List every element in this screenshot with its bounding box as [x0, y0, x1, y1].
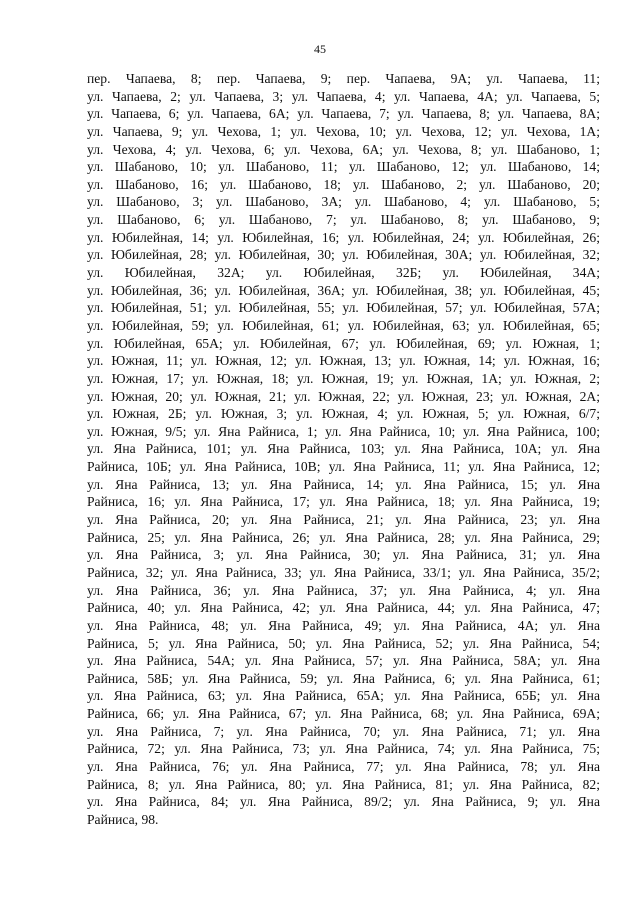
text-line: ул. Южная, 17; ул. Южная, 18; ул. Южная, 19; ул. Южная, 1А; ул. Южная, 2; [87, 370, 600, 386]
text-line: ул. Южная, 11; ул. Южная, 12; ул. Южная, 13; ул. Южная, 14; ул. Южная, 16; [87, 353, 600, 369]
text-line: ул. Шабаново, 6; ул. Шабаново, 7; ул. Шабаново, 8; ул. Шабаново, 9; [87, 212, 600, 228]
text-line: ул. Яна Райниса, 20; ул. Яна Райниса, 21; ул. Яна Райниса, 23; ул. Яна [87, 512, 600, 528]
text-line: ул. Южная, 20; ул. Южная, 21; ул. Южная, 22; ул. Южная, 23; ул. Южная, 2А; [87, 388, 600, 404]
text-line: ул. Юбилейная, 32А; ул. Юбилейная, 32Б; ул. Юбилейная, 34А; [87, 265, 600, 281]
text-line: ул. Южная, 9/5; ул. Яна Райниса, 1; ул. Яна Райниса, 10; ул. Яна Райниса, 100; [87, 423, 600, 439]
text-line: ул. Юбилейная, 59; ул. Юбилейная, 61; ул. Юбилейная, 63; ул. Юбилейная, 65; [87, 317, 600, 333]
text-line: ул. Яна Райниса, 36; ул. Яна Райниса, 37; ул. Яна Райниса, 4; ул. Яна [87, 582, 600, 598]
text-line: ул. Шабаново, 3; ул. Шабаново, 3А; ул. Шабаново, 4; ул. Шабаново, 5; [87, 194, 600, 210]
text-line: ул. Яна Райниса, 54А; ул. Яна Райниса, 57; ул. Яна Райниса, 58А; ул. Яна [87, 653, 600, 669]
text-line: ул. Яна Райниса, 101; ул. Яна Райниса, 103; ул. Яна Райниса, 10А; ул. Яна [87, 441, 600, 457]
text-line: Райниса, 8; ул. Яна Райниса, 80; ул. Яна Райниса, 81; ул. Яна Райниса, 82; [87, 776, 600, 792]
text-line: Райниса, 25; ул. Яна Райниса, 26; ул. Яна Райниса, 28; ул. Яна Райниса, 29; [87, 529, 600, 545]
address-list-paragraph [87, 70, 600, 829]
text-line: пер. Чапаева, 8; пер. Чапаева, 9; пер. Чапаева, 9А; ул. Чапаева, 11; [87, 71, 600, 86]
text-line: ул. Яна Райниса, 48; ул. Яна Райниса, 49; ул. Яна Райниса, 4А; ул. Яна [87, 617, 600, 633]
text-line: Райниса, 58Б; ул. Яна Райниса, 59; ул. Яна Райниса, 6; ул. Яна Райниса, 61; [87, 670, 600, 686]
text-line: ул. Юбилейная, 28; ул. Юбилейная, 30; ул. Юбилейная, 30А; ул. Юбилейная, 32; [87, 247, 600, 263]
text-line: ул. Шабаново, 16; ул. Шабаново, 18; ул. Шабаново, 2; ул. Шабаново, 20; [87, 176, 600, 192]
text-line: ул. Яна Райниса, 7; ул. Яна Райниса, 70; ул. Яна Райниса, 71; ул. Яна [87, 723, 600, 739]
text-line: ул. Яна Райниса, 76; ул. Яна Райниса, 77; ул. Яна Райниса, 78; ул. Яна [87, 758, 600, 774]
text-line: ул. Юбилейная, 14; ул. Юбилейная, 16; ул. Юбилейная, 24; ул. Юбилейная, 26; [87, 229, 600, 245]
text-line: ул. Шабаново, 10; ул. Шабаново, 11; ул. Шабаново, 12; ул. Шабаново, 14; [87, 159, 600, 175]
text-line: ул. Юбилейная, 65А; ул. Юбилейная, 67; ул. Юбилейная, 69; ул. Южная, 1; [87, 335, 600, 351]
text-line: ул. Яна Райниса, 13; ул. Яна Райниса, 14; ул. Яна Райниса, 15; ул. Яна [87, 476, 600, 492]
text-line: ул. Яна Райниса, 63; ул. Яна Райниса, 65А; ул. Яна Райниса, 65Б; ул. Яна [87, 688, 600, 704]
text-line: Райниса, 66; ул. Яна Райниса, 67; ул. Яна Райниса, 68; ул. Яна Райниса, 69А; [87, 706, 600, 722]
text-line: ул. Чапаева, 2; ул. Чапаева, 3; ул. Чапаева, 4; ул. Чапаева, 4А; ул. Чапаева, 5; [87, 88, 600, 104]
text-line: Райниса, 40; ул. Яна Райниса, 42; ул. Яна Райниса, 44; ул. Яна Райниса, 47; [87, 600, 600, 616]
text-line: Райниса, 72; ул. Яна Райниса, 73; ул. Яна Райниса, 74; ул. Яна Райниса, 75; [87, 741, 600, 757]
text-line: Райниса, 5; ул. Яна Райниса, 50; ул. Яна Райниса, 52; ул. Яна Райниса, 54; [87, 635, 600, 651]
page-number: 45 [314, 42, 326, 56]
text-line: Райниса, 10Б; ул. Яна Райниса, 10В; ул. Яна Райниса, 11; ул. Яна Райниса, 12; [87, 459, 600, 475]
text-line: ул. Чапаева, 9; ул. Чехова, 1; ул. Чехова, 10; ул. Чехова, 12; ул. Чехова, 1А; [87, 123, 600, 139]
text-line: ул. Юбилейная, 36; ул. Юбилейная, 36А; ул. Юбилейная, 38; ул. Юбилейная, 45; [87, 282, 600, 298]
text-line: Райниса, 16; ул. Яна Райниса, 17; ул. Яна Райниса, 18; ул. Яна Райниса, 19; [87, 494, 600, 510]
text-line: ул. Юбилейная, 51; ул. Юбилейная, 55; ул. Юбилейная, 57; ул. Юбилейная, 57А; [87, 300, 600, 316]
text-line: ул. Южная, 2Б; ул. Южная, 3; ул. Южная, 4; ул. Южная, 5; ул. Южная, 6/7; [87, 406, 600, 422]
text-line: ул. Чехова, 4; ул. Чехова, 6; ул. Чехова, 6А; ул. Чехова, 8; ул. Шабаново, 1; [87, 141, 600, 157]
text-line: ул. Яна Райниса, 3; ул. Яна Райниса, 30; ул. Яна Райниса, 31; ул. Яна [87, 547, 600, 563]
text-line: Райниса, 32; ул. Яна Райниса, 33; ул. Яна Райниса, 33/1; ул. Яна Райниса, 35/2; [87, 564, 600, 580]
text-line: ул. Чапаева, 6; ул. Чапаева, 6А; ул. Чапаева, 7; ул. Чапаева, 8; ул. Чапаева, 8А; [87, 106, 600, 122]
text-line: ул. Яна Райниса, 84; ул. Яна Райниса, 89/2; ул. Яна Райниса, 9; ул. Яна [87, 794, 600, 810]
text-line: Райниса, 98. [87, 811, 159, 827]
